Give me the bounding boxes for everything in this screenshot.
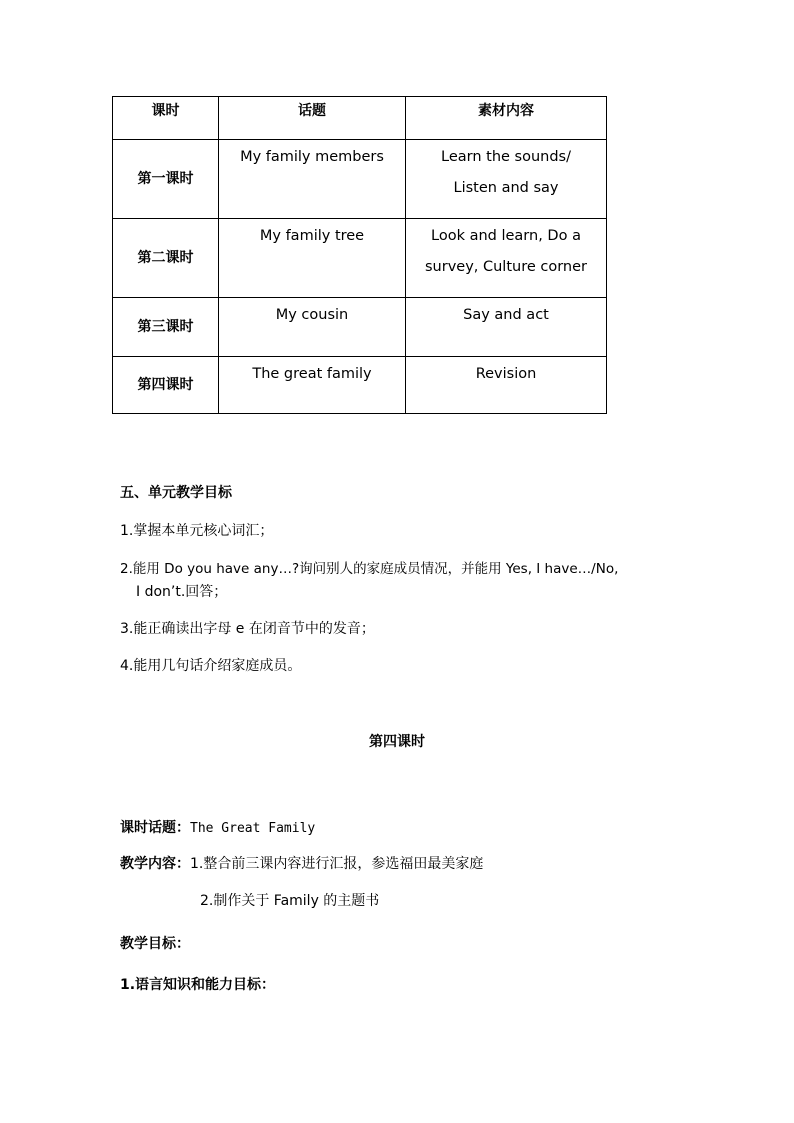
lesson-content-line <box>120 854 483 874</box>
lesson-topic-value: The Great Family <box>190 821 316 836</box>
unit-goals-heading: 五、单元教学目标 <box>120 485 232 501</box>
topic-cell: My cousin <box>219 298 406 357</box>
lesson-title: 第四课时 <box>369 734 425 750</box>
content-cell <box>406 298 607 357</box>
table-row <box>113 219 607 298</box>
lesson-topic-line <box>120 818 315 839</box>
goal1-label: 1.语言知识和能力目标： <box>120 977 276 993</box>
topic-cell: My family tree <box>219 219 406 298</box>
table-row <box>113 140 607 219</box>
lesson-cell: 第一课时 <box>113 140 219 219</box>
header-content: 素材内容 <box>406 97 607 140</box>
table-row <box>113 298 607 357</box>
content-cell <box>406 140 607 219</box>
lesson-content-item: 2.制作关于 Family 的主题书 <box>200 893 380 909</box>
unit-goal-item: 4.能用几句话介绍家庭成员。 <box>120 658 302 674</box>
lesson-cell: 第三课时 <box>113 298 219 357</box>
unit-goal-item: I don’t.回答； <box>136 584 228 600</box>
content-cell <box>406 357 607 414</box>
header-topic: 话题 <box>219 97 406 140</box>
content-line: Revision <box>475 366 537 382</box>
content-line: Look and learn, Do a <box>431 228 581 244</box>
content-line: Learn the sounds/ <box>441 149 571 165</box>
lesson-schedule-table <box>112 96 607 414</box>
lesson-cell: 第二课时 <box>113 219 219 298</box>
topic-cell: My family members <box>219 140 406 219</box>
header-lesson: 课时 <box>113 97 219 140</box>
unit-goal-item: 3.能正确读出字母 e 在闭音节中的发音； <box>120 621 375 637</box>
content-line: Say and act <box>463 307 549 323</box>
unit-goal-item: 1.掌握本单元核心词汇； <box>120 523 274 539</box>
content-line: Listen and say <box>453 180 559 196</box>
content-line: survey, Culture corner <box>424 259 588 275</box>
lesson-topic-label: 课时话题： <box>120 820 190 836</box>
lesson-content-item: 1.整合前三课内容进行汇报，参选福田最美家庭 <box>190 856 484 872</box>
lesson-goals-label: 教学目标： <box>120 936 190 952</box>
unit-goal-item: 2.能用 Do you have any…?询问别人的家庭成员情况，并能用 Yes, I have…/No, <box>120 561 619 577</box>
lesson-cell: 第四课时 <box>113 357 219 414</box>
lesson-content-label: 教学内容： <box>120 856 190 872</box>
table-row <box>113 357 607 414</box>
topic-cell: The great family <box>219 357 406 414</box>
table-header-row <box>113 97 607 140</box>
content-cell <box>406 219 607 298</box>
